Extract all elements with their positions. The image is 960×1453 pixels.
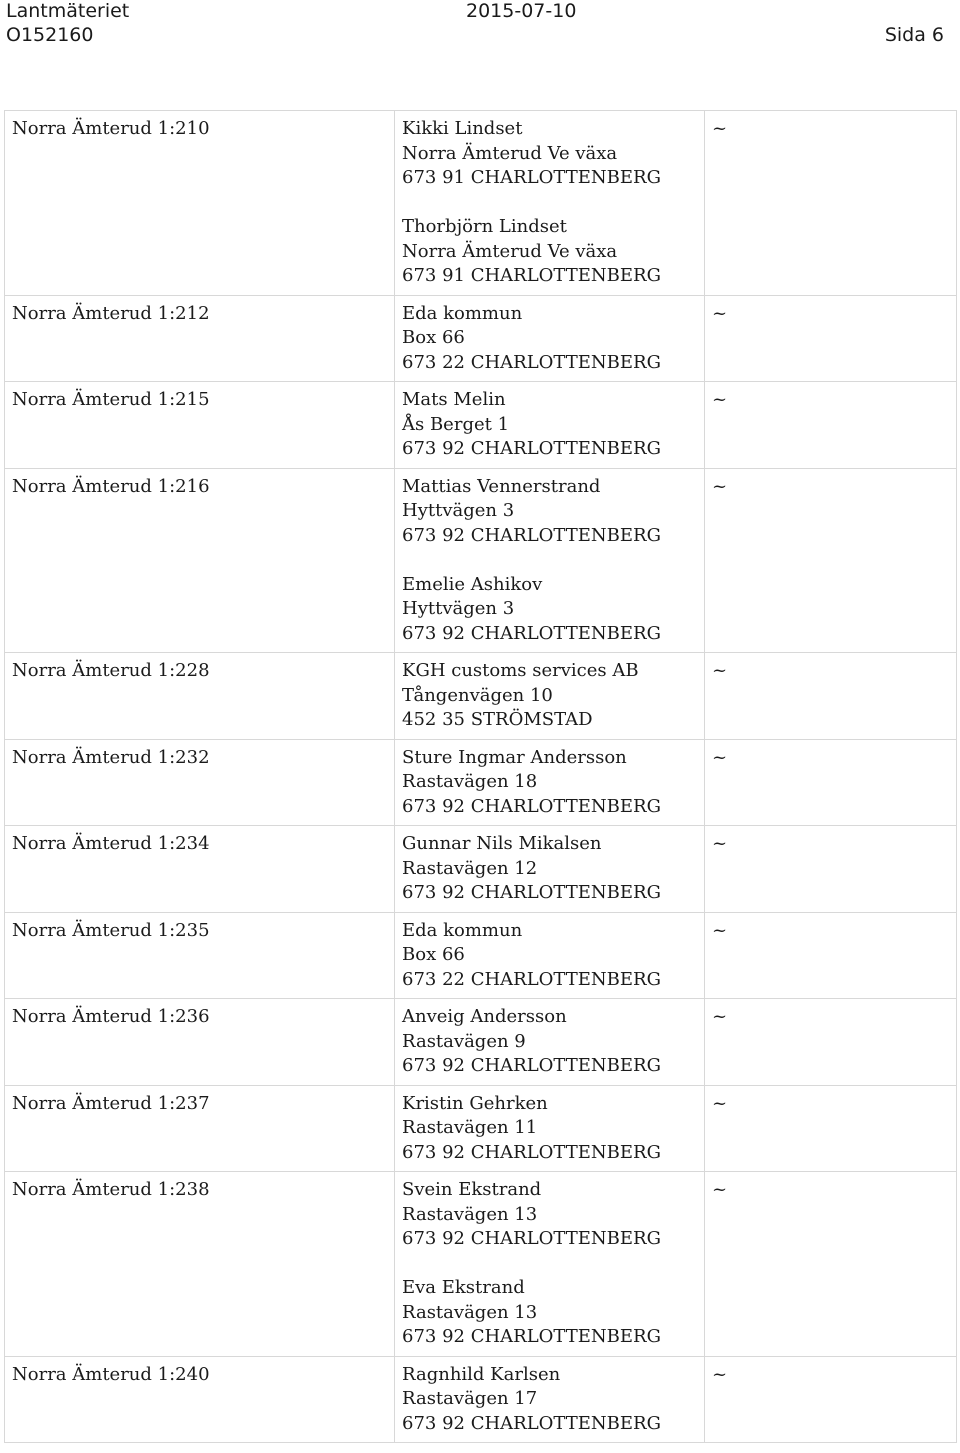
owner-block [402, 746, 698, 820]
owner-postal-address: 673 92 CHARLOTTENBERG [402, 438, 661, 459]
page-number: Sida 6 [884, 24, 944, 46]
property-cell [5, 739, 395, 826]
table-row [5, 739, 957, 826]
cell-spacer [402, 646, 698, 652]
document-id: O152160 [6, 24, 94, 46]
owner-postal-address: 673 92 CHARLOTTENBERG [402, 1055, 661, 1076]
cell-spacer [402, 733, 698, 739]
owner-address: Hyttvägen 3 [402, 598, 515, 619]
cell-spacer [402, 289, 698, 295]
owner-block [402, 1178, 698, 1252]
table-row [5, 912, 957, 999]
property-designation: Norra Ämterud 1:210 [12, 118, 210, 139]
property-designation: Norra Ämterud 1:215 [12, 389, 210, 410]
remark-text: ~ [712, 660, 728, 681]
owner-address: Box 66 [402, 944, 465, 965]
owner-block [402, 832, 698, 906]
property-designation: Norra Ämterud 1:232 [12, 746, 210, 768]
owner-cell [395, 382, 705, 469]
owner-block [402, 215, 698, 289]
remark-text: ~ [712, 746, 728, 768]
property-cell [5, 912, 395, 999]
owner-postal-address: 673 22 CHARLOTTENBERG [402, 968, 661, 990]
remark-cell [705, 1172, 957, 1357]
remark-cell [705, 382, 957, 469]
owner-address: Rastavägen 13 [402, 1203, 538, 1225]
remark-cell [705, 912, 957, 999]
property-cell [5, 826, 395, 913]
owner-postal-address: 673 92 CHARLOTTENBERG [402, 1326, 661, 1347]
owner-name: KGH customs services AB [402, 660, 639, 681]
remark-text: ~ [712, 1179, 728, 1200]
owner-cell [395, 111, 705, 296]
property-designation: Norra Ämterud 1:237 [12, 1092, 210, 1114]
owner-block [402, 659, 698, 733]
table-row [5, 1356, 957, 1443]
owner-name: Sture Ingmar Andersson [402, 746, 627, 768]
remark-text: ~ [712, 1092, 728, 1114]
property-owner-table [4, 110, 957, 1443]
owner-cell [395, 826, 705, 913]
owner-cell [395, 653, 705, 740]
remark-text: ~ [712, 919, 728, 941]
remark-cell [705, 295, 957, 382]
property-cell [5, 999, 395, 1086]
owner-address: Ås Berget 1 [402, 413, 510, 435]
owner-block [402, 117, 698, 191]
owner-postal-address: 673 92 CHARLOTTENBERG [402, 1412, 661, 1434]
property-cell [5, 111, 395, 296]
property-designation: Norra Ämterud 1:240 [12, 1363, 210, 1385]
owner-address: Rastavägen 13 [402, 1301, 538, 1323]
table-row [5, 999, 957, 1086]
cell-spacer [402, 462, 698, 468]
remark-text: ~ [712, 833, 728, 854]
owner-postal-address: 673 92 CHARLOTTENBERG [402, 1228, 661, 1249]
table-row [5, 295, 957, 382]
owner-postal-address: 452 35 STRÖMSTAD [402, 709, 593, 730]
cell-spacer [402, 375, 698, 381]
owner-name: Anveig Andersson [402, 1006, 567, 1027]
owner-cell [395, 468, 705, 653]
cell-spacer [402, 1350, 698, 1356]
owner-cell [395, 999, 705, 1086]
remark-text: ~ [712, 302, 728, 324]
table-row [5, 111, 957, 296]
owner-name: Mattias Vennerstrand [402, 475, 601, 497]
remark-text: ~ [712, 1006, 728, 1027]
remark-text: ~ [712, 475, 728, 497]
table-row [5, 1085, 957, 1172]
owner-block [402, 1276, 698, 1350]
table-row [5, 382, 957, 469]
table-row [5, 653, 957, 740]
organisation-name: Lantmäteriet [6, 0, 130, 22]
owner-name: Svein Ekstrand [402, 1179, 542, 1200]
cell-spacer [402, 992, 698, 998]
owner-cell [395, 295, 705, 382]
owner-address: Norra Ämterud Ve växa [402, 142, 618, 164]
property-cell [5, 1085, 395, 1172]
owner-postal-address: 673 92 CHARLOTTENBERG [402, 524, 661, 546]
owner-postal-address: 673 92 CHARLOTTENBERG [402, 1141, 661, 1163]
remark-cell [705, 653, 957, 740]
property-cell [5, 653, 395, 740]
property-designation: Norra Ämterud 1:212 [12, 302, 210, 324]
table-row [5, 1172, 957, 1357]
table-row [5, 826, 957, 913]
table-row [5, 468, 957, 653]
cell-spacer [402, 819, 698, 825]
owner-address: Tångenvägen 10 [402, 684, 553, 706]
owner-name: Eva Ekstrand [402, 1277, 525, 1298]
owner-name: Kikki Lindset [402, 118, 523, 139]
property-designation: Norra Ämterud 1:228 [12, 660, 210, 681]
owner-address: Hyttvägen 3 [402, 500, 515, 521]
owner-block [402, 475, 698, 549]
cell-spacer [402, 1079, 698, 1085]
owner-name: Gunnar Nils Mikalsen [402, 833, 602, 854]
owner-address: Rastavägen 12 [402, 857, 538, 879]
owner-block [402, 1363, 698, 1437]
remark-text: ~ [712, 1363, 728, 1385]
owner-postal-address: 673 91 CHARLOTTENBERG [402, 167, 661, 188]
owner-address: Box 66 [402, 327, 465, 348]
cell-spacer [402, 906, 698, 912]
remark-cell [705, 468, 957, 653]
document-date: 2015-07-10 [466, 0, 577, 22]
owner-postal-address: 673 92 CHARLOTTENBERG [402, 882, 661, 903]
owner-cell [395, 1085, 705, 1172]
owner-address: Rastavägen 9 [402, 1030, 526, 1052]
owner-block [402, 1005, 698, 1079]
owner-postal-address: 673 92 CHARLOTTENBERG [402, 795, 661, 817]
owner-name: Ragnhild Karlsen [402, 1363, 561, 1385]
owner-name: Kristin Gehrken [402, 1092, 548, 1114]
owner-name: Eda kommun [402, 919, 523, 941]
owner-block [402, 1092, 698, 1166]
owner-name: Eda kommun [402, 302, 523, 324]
owner-name: Emelie Ashikov [402, 573, 543, 595]
property-designation: Norra Ämterud 1:235 [12, 919, 210, 941]
remark-text: ~ [712, 118, 728, 139]
remark-cell [705, 999, 957, 1086]
owner-cell [395, 1356, 705, 1443]
owner-cell [395, 1172, 705, 1357]
remark-cell [705, 826, 957, 913]
owner-cell [395, 912, 705, 999]
remark-cell [705, 111, 957, 296]
owner-block [402, 302, 698, 376]
property-cell [5, 1172, 395, 1357]
property-cell [5, 295, 395, 382]
owner-postal-address: 673 22 CHARLOTTENBERG [402, 351, 661, 373]
owner-address: Rastavägen 17 [402, 1388, 538, 1409]
owner-cell [395, 739, 705, 826]
property-owner-table-body [5, 111, 957, 1443]
owner-block [402, 388, 698, 462]
cell-spacer [402, 1165, 698, 1171]
owner-name: Thorbjörn Lindset [402, 216, 567, 237]
cell-spacer [402, 1436, 698, 1442]
owner-block [402, 919, 698, 993]
owner-address: Norra Ämterud Ve växa [402, 240, 618, 262]
property-designation: Norra Ämterud 1:238 [12, 1179, 210, 1200]
owner-name: Mats Melin [402, 389, 506, 410]
property-cell [5, 468, 395, 653]
property-designation: Norra Ämterud 1:236 [12, 1006, 210, 1027]
remark-cell [705, 739, 957, 826]
remark-cell [705, 1356, 957, 1443]
owner-postal-address: 673 91 CHARLOTTENBERG [402, 265, 661, 286]
property-designation: Norra Ämterud 1:216 [12, 475, 210, 497]
owner-block [402, 573, 698, 647]
owner-address: Rastavägen 18 [402, 771, 538, 792]
remark-text: ~ [712, 389, 728, 410]
property-designation: Norra Ämterud 1:234 [12, 833, 210, 854]
owner-postal-address: 673 92 CHARLOTTENBERG [402, 622, 661, 644]
remark-cell [705, 1085, 957, 1172]
property-cell [5, 382, 395, 469]
owner-address: Rastavägen 11 [402, 1117, 538, 1138]
property-cell [5, 1356, 395, 1443]
